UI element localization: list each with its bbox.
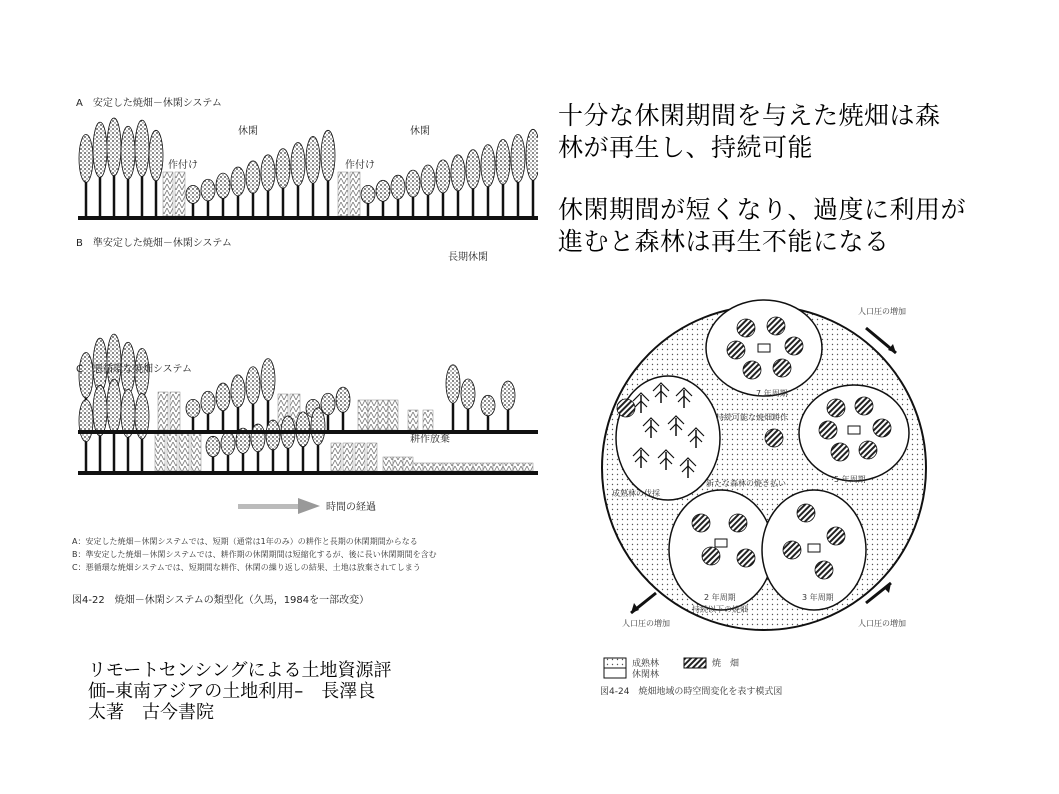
tree-crown bbox=[361, 185, 375, 203]
panel-b-ground bbox=[78, 430, 538, 434]
tree-crown bbox=[201, 179, 215, 201]
panel-a-trees bbox=[79, 118, 538, 216]
crop bbox=[393, 457, 403, 471]
panel-a-ground bbox=[78, 216, 538, 220]
tree-crown bbox=[421, 165, 435, 195]
tree-crown bbox=[93, 385, 107, 435]
tree-crown bbox=[246, 161, 260, 193]
source-line-1: リモートセンシングによる土地資源評 bbox=[88, 660, 392, 681]
field bbox=[815, 561, 833, 579]
field bbox=[773, 359, 791, 377]
tree-crown bbox=[481, 145, 495, 187]
main-text-line-1: 十分な休閑期間を与えた焼畑は森 bbox=[558, 101, 941, 130]
label-sustainable: 持続可能な焼畑耕作 bbox=[716, 413, 788, 422]
tree-crown bbox=[376, 180, 390, 201]
tree-crown bbox=[466, 150, 480, 189]
crop bbox=[388, 400, 398, 430]
main-text-line-2: 林が再生し、持続可能 bbox=[558, 133, 814, 162]
panel-c-abandoned-label: 耕作放棄 bbox=[410, 434, 450, 445]
crop bbox=[338, 172, 348, 216]
time-arrow-label: 時間の経過 bbox=[326, 502, 376, 513]
tree-crown bbox=[446, 365, 460, 403]
tree-crown bbox=[481, 395, 495, 415]
crop bbox=[158, 392, 168, 430]
field bbox=[767, 317, 785, 335]
tree-crown bbox=[296, 412, 310, 447]
tree-crown bbox=[391, 175, 405, 199]
crop bbox=[513, 463, 523, 471]
label-pressure-bottom-left: 人口圧の増加 bbox=[622, 619, 670, 628]
left-figure-caption: 図4-22 焼畑－休閑システムの類型化（久馬，1984を一部改変） bbox=[72, 595, 370, 606]
tree-crown bbox=[406, 170, 420, 197]
time-arrow-shaft bbox=[238, 504, 298, 509]
panel-a-fallow-label-2: 休閑 bbox=[410, 126, 430, 137]
source-citation bbox=[88, 660, 448, 723]
panel-c-title: C 悪循環な焼畑システム bbox=[76, 364, 192, 375]
field bbox=[617, 399, 635, 417]
field bbox=[765, 429, 783, 447]
hut bbox=[848, 426, 860, 434]
field bbox=[859, 441, 877, 459]
crop bbox=[170, 392, 180, 430]
field bbox=[692, 514, 710, 532]
tree-crown bbox=[311, 408, 325, 445]
tree-crown bbox=[276, 149, 290, 189]
main-text-line-3: 休閑期間が短くなり、過度に利用が bbox=[558, 195, 967, 224]
crop bbox=[355, 443, 365, 471]
panel-c-ground bbox=[78, 471, 538, 475]
field bbox=[797, 504, 815, 522]
field bbox=[729, 514, 747, 532]
crop bbox=[179, 433, 189, 471]
tree-crown bbox=[135, 120, 149, 176]
legend-swatch-fallow bbox=[604, 668, 626, 678]
tree-crown bbox=[107, 118, 121, 176]
crop bbox=[433, 463, 443, 471]
source-line-3: 太著 古今書院 bbox=[88, 702, 214, 723]
tree-crown bbox=[201, 391, 215, 414]
legend-fallow: 休閑林 bbox=[632, 670, 660, 680]
figure-note-b: B：準安定した焼畑－休閑システムでは、耕作期の休閑期間は短縮化するが、後に長い休閑期間を含む bbox=[72, 550, 437, 559]
tree-crown bbox=[216, 383, 230, 411]
tree-crown bbox=[107, 379, 121, 433]
crop bbox=[155, 433, 165, 471]
panel-a-crop-label-2: 作付け bbox=[345, 160, 375, 171]
crop bbox=[443, 463, 453, 471]
panel-a-title: A 安定した焼畑－休閑システム bbox=[76, 98, 222, 109]
tree-crown bbox=[261, 359, 275, 401]
tree-crown bbox=[321, 130, 335, 180]
tree-crown bbox=[261, 155, 275, 191]
field bbox=[827, 527, 845, 545]
tree-crown bbox=[206, 436, 220, 456]
source-line-2: 価–東南アジアの土地利用– 長澤良 bbox=[88, 681, 376, 702]
label-2year: 2 年周期 bbox=[704, 593, 736, 602]
crop bbox=[191, 433, 201, 471]
hut bbox=[715, 539, 727, 547]
panel-b-long-fallow-label: 長期休閑 bbox=[448, 252, 488, 263]
crop bbox=[331, 443, 341, 471]
tree-crown bbox=[79, 400, 93, 442]
tree-crown bbox=[321, 393, 335, 415]
panel-b-title: B 準安定した焼畑－休閑システム bbox=[76, 238, 232, 249]
crop bbox=[453, 463, 463, 471]
tree-crown bbox=[93, 122, 107, 177]
tree-crown bbox=[216, 173, 230, 198]
hut bbox=[808, 544, 820, 552]
tree-crown bbox=[231, 375, 245, 407]
main-text-line-4: 進むと森林は再生不能になる bbox=[558, 227, 890, 256]
crop bbox=[493, 463, 503, 471]
tree-crown bbox=[221, 432, 235, 455]
crop bbox=[413, 463, 423, 471]
tree-crown bbox=[79, 134, 93, 182]
tree-crown bbox=[251, 424, 265, 452]
tree-crown bbox=[231, 167, 245, 196]
crop bbox=[423, 463, 433, 471]
tree-crown bbox=[336, 387, 350, 412]
main-text-block bbox=[558, 100, 1038, 258]
field bbox=[855, 397, 873, 415]
tree-crown bbox=[291, 143, 305, 186]
crop bbox=[175, 172, 185, 216]
legend-swatch-field bbox=[684, 658, 706, 668]
field bbox=[737, 549, 755, 567]
crop bbox=[378, 400, 388, 430]
tree-crown bbox=[451, 155, 465, 191]
panel-a-crop-label-1: 作付け bbox=[168, 160, 198, 171]
label-5year: 5 年周期 bbox=[834, 475, 866, 484]
crop bbox=[463, 463, 473, 471]
legend-field: 焼 畑 bbox=[712, 659, 740, 669]
hut bbox=[758, 344, 770, 352]
tree-crown bbox=[501, 381, 515, 410]
field bbox=[743, 361, 761, 379]
right-figure-caption: 図4-24 焼畑地域の時空間変化を表す模式図 bbox=[600, 687, 783, 697]
crop bbox=[343, 443, 353, 471]
field bbox=[873, 419, 891, 437]
tree-crown bbox=[526, 129, 538, 180]
tree-crown bbox=[246, 367, 260, 404]
field bbox=[783, 541, 801, 559]
tree-crown bbox=[186, 399, 200, 417]
crop bbox=[163, 172, 173, 216]
field bbox=[831, 443, 849, 461]
tree-crown bbox=[496, 140, 510, 185]
tree-crown bbox=[186, 185, 200, 203]
panel-a-fallow-label-1: 休閑 bbox=[238, 126, 258, 137]
tree-crown bbox=[461, 379, 475, 409]
crop bbox=[383, 457, 393, 471]
time-arrow-head bbox=[298, 498, 320, 514]
crop bbox=[423, 410, 433, 430]
legend-swatch-mature bbox=[604, 658, 626, 668]
crop bbox=[167, 433, 177, 471]
crop bbox=[483, 463, 493, 471]
tree-crown bbox=[436, 160, 450, 193]
crop bbox=[473, 463, 483, 471]
tree-crown bbox=[306, 136, 320, 183]
figure-note-a: A：安定した焼畑－休閑システムでは、短期（通常は1年のみ）の耕作と長期の休閑期間からなる bbox=[72, 537, 418, 546]
crop bbox=[367, 443, 377, 471]
legend-mature: 成熟林 bbox=[632, 659, 660, 669]
figure-note-c: C：悪循環な焼畑システムでは、短期間な耕作、休閑の繰り返しの結果、土地は放棄されてしまう bbox=[72, 563, 421, 572]
label-pressure-top-right: 人口圧の増加 bbox=[858, 307, 906, 316]
crop bbox=[403, 457, 413, 471]
label-below-sustainable: 持続以下の焼畑 bbox=[692, 605, 748, 614]
label-mature-forest-cut: 成熟林の伐採 bbox=[612, 489, 660, 498]
right-figure bbox=[596, 288, 932, 700]
crop bbox=[523, 463, 533, 471]
label-pressure-bottom-right: 人口圧の増加 bbox=[858, 619, 906, 628]
left-figure bbox=[68, 88, 538, 618]
field bbox=[827, 399, 845, 417]
crop bbox=[408, 410, 418, 430]
field bbox=[727, 341, 745, 359]
field bbox=[737, 319, 755, 337]
field bbox=[785, 337, 803, 355]
crop bbox=[368, 400, 378, 430]
tree-crown bbox=[149, 130, 163, 180]
crop bbox=[358, 400, 368, 430]
ellipse-forest bbox=[616, 376, 720, 500]
field bbox=[702, 547, 720, 565]
tree-crown bbox=[511, 134, 525, 182]
label-new-forest-burn: 新たな森林の焼き払い bbox=[706, 479, 786, 488]
label-3year: 3 年周期 bbox=[802, 593, 834, 602]
field bbox=[819, 421, 837, 439]
label-7year: 7 年周期 bbox=[756, 389, 788, 398]
tree-crown bbox=[266, 420, 280, 450]
crop bbox=[350, 172, 360, 216]
crop bbox=[503, 463, 513, 471]
tree-crown bbox=[121, 126, 135, 179]
